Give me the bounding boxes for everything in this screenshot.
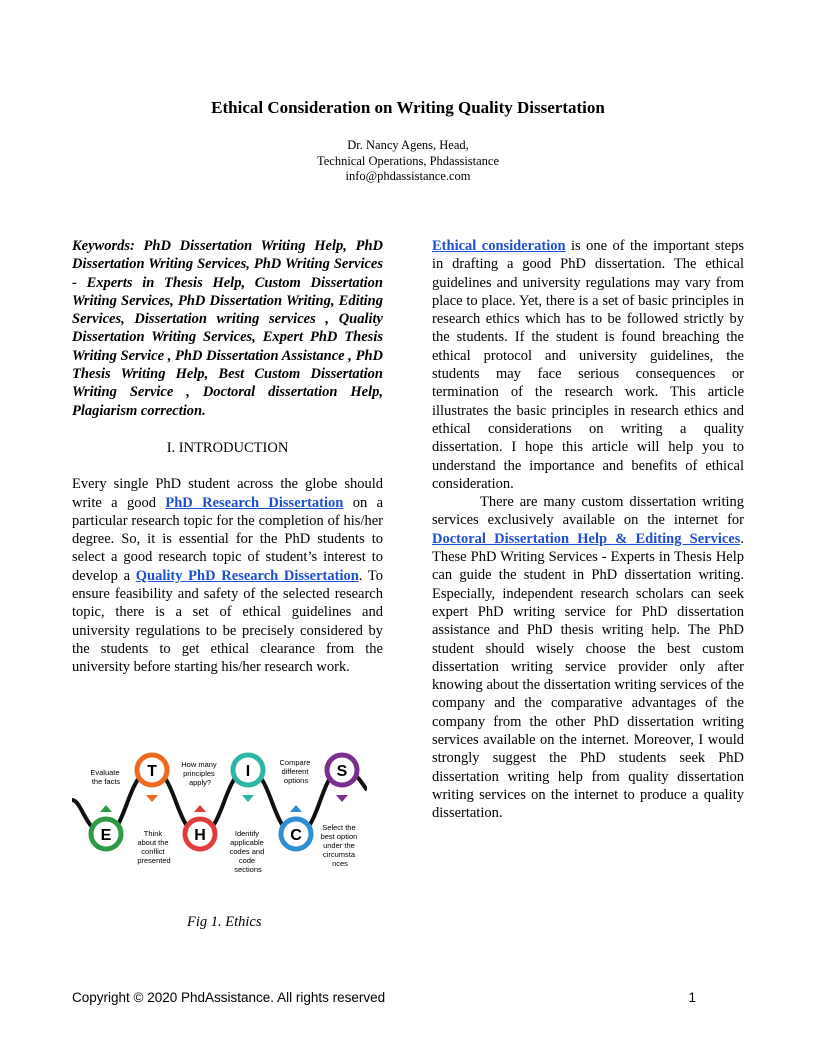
letter-c: C	[290, 827, 302, 844]
figure-caption: Fig 1. Ethics	[187, 914, 262, 930]
marker-h	[194, 805, 206, 812]
ethics-figure	[72, 750, 367, 885]
marker-c	[290, 805, 302, 812]
author-email: info@phdassistance.com	[345, 169, 471, 183]
marker-s	[336, 795, 348, 802]
quality-phd-research-dissertation-link[interactable]: Quality PhD Research Dissertation	[135, 567, 359, 584]
author-affiliation: Technical Operations, Phdassistance	[316, 153, 500, 168]
page-number: 1	[688, 990, 696, 1005]
author-block	[0, 138, 816, 185]
letter-e: E	[100, 827, 112, 844]
right-paragraph-2	[432, 493, 744, 822]
letter-i: I	[245, 763, 251, 780]
right-paragraph-2-text-1: There are many custom dissertation writing services exclusively available on the internet for	[432, 494, 744, 529]
letter-h: H	[194, 827, 206, 844]
intro-text-2: on a particular research topic for the completion of his/her degree. So, it is essential for the PhD students to select a good research topic of student’s interest to develop a	[72, 494, 384, 584]
page-footer	[72, 990, 696, 1005]
right-paragraph-1	[432, 237, 744, 493]
label-s: Select the best option under the circumsta nces	[320, 823, 358, 868]
left-column	[72, 237, 383, 677]
intro-paragraph	[72, 475, 383, 676]
phd-research-dissertation-link[interactable]: PhD Research Dissertation	[165, 494, 344, 511]
label-h: How many principles apply?	[181, 760, 217, 787]
label-c: Compare different options	[279, 758, 311, 785]
section-heading: I. INTRODUCTION	[166, 439, 289, 456]
intro-text-3: . To ensure feasibility and safety of the selected research topic, there is a set of ethical guidelines and university regulations to be precisely considered by the students to get ethical clearance from the university before starting his/her research work.	[72, 567, 383, 676]
letter-s: S	[336, 763, 348, 780]
marker-e	[100, 805, 112, 812]
label-i: Identify applicable codes and code sections	[229, 829, 265, 874]
copyright-text: Copyright © 2020 PhdAssistance. All rights reserved	[72, 990, 386, 1005]
label-t: Think about the conflict presented	[137, 829, 171, 865]
marker-i	[242, 795, 254, 802]
right-paragraph-2-text-2: . These PhD Writing Services - Experts in Thesis Help can guide the student in PhD dissertation writing. Especially, independent research scholars can seek expert PhD writing service for PhD dissertation assistance and PhD thesis writing help. The PhD student should wisely choose the best custom dissertation writing service provider only after knowing about the dissertation writing services of the company and the comparative advantages of the company from the other PhD dissertation writing services available on the internet. Moreover, I would strongly suggest the PhD students seek PhD dissertation writing help from quality dissertation writing services on the internet to produce a quality dissertation.	[432, 530, 744, 822]
right-column	[432, 237, 744, 823]
keywords-text: Keywords: PhD Dissertation Writing Help, PhD Dissertation Writing Services, PhD Writing Services - Experts in Thesis Help, Custom Dissertation Writing Services, PhD Dissertation Writing, Editing Services, Dissertation writing services , Quality Dissertation Writing Services, Expert PhD Thesis Writing Service , PhD Dissertation Assistance , PhD Thesis Writing Help, Best Custom Dissertation Writing Service , Doctoral dissertation Help, Plagiarism correction.	[72, 238, 383, 419]
ethical-consideration-link[interactable]: Ethical consideration	[432, 238, 566, 254]
author-name: Dr. Nancy Agens, Head,	[347, 138, 469, 152]
letter-t: T	[147, 763, 157, 780]
right-paragraph-1-text: is one of the important steps in drafting a good PhD dissertation. The ethical guidelines and university regulations may vary from place to place. Yet, there is a set of basic principles in research ethics which has to be followed strictly by the students. If the student is found breaching the ethical protocol and university guidelines, the students may face serious consequences or termination of the research work. This article illustrates the basic principles in research ethics and ethical considerations on writing a quality dissertation. I hope this article will help you to understand the importance and benefits of ethical consideration.	[432, 238, 745, 492]
keywords	[72, 237, 383, 420]
intro-text-1: Every single PhD student across the globe should write a good	[72, 476, 383, 511]
marker-t	[146, 795, 158, 802]
paper-title: Ethical Consideration on Writing Quality Dissertation	[211, 98, 605, 117]
label-e: Evaluate the facts	[90, 768, 121, 786]
doctoral-dissertation-help-link[interactable]: Doctoral Dissertation Help & Editing Services	[432, 530, 741, 547]
